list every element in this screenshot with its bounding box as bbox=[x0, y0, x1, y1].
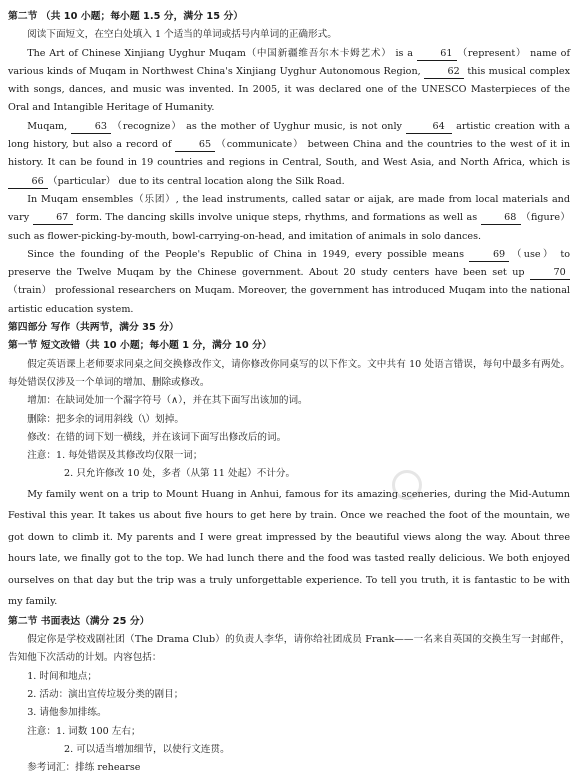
passage-text: （train） professional researchers on Muqam. Moreover, the government has introduced Muqam into the national artistic education system. bbox=[8, 285, 570, 315]
instruction-add: 增加：在缺词处加一个漏字符号（∧），并在其下面写出该加的词。 bbox=[27, 395, 308, 407]
passage-text: Muqam, bbox=[27, 120, 72, 132]
passage-text: （represent） name of various kinds of Muqam in Northwest China's Xinjiang Uyghur Autonomous Region, bbox=[8, 47, 570, 77]
blank-69[interactable]: 69 bbox=[469, 249, 509, 262]
passage-paragraph-1 bbox=[8, 45, 570, 118]
passage-text: （figure） such as flower-picking-by-mouth, bowl-carrying-on-head, and imitation of animals in solo dances. bbox=[8, 212, 570, 242]
error-correction-essay: My family went on a trip to Mount Huang in Anhui, famous for its amazing sceneries, during the Mid-Autumn Festival this year. It takes us about five hours to get here by train. Once we reached the foot of the mountain, we got down to climb it. My parents and I were great impressed by the beautiful views along the way. About three hours late, we finally got to the top. We had lunch there and the food was tasted really delicious. We both enjoyed ourselves on that day but the trip was a truly unforgettable experience. To tell you truth, it is fantastic to be with my family. bbox=[8, 488, 570, 608]
passage-paragraph-2 bbox=[8, 118, 570, 191]
writing2-note-2: 2. 可以适当增加细节，以使行文连贯。 bbox=[64, 743, 230, 755]
content-item-3: 3. 请他参加排练。 bbox=[27, 707, 107, 719]
blank-68[interactable]: 68 bbox=[481, 212, 521, 225]
writing2-note-1: 注意：1. 词数 100 左右； bbox=[27, 725, 141, 737]
part4-heading: 第四部分 写作（共两节，满分 35 分） bbox=[8, 322, 179, 334]
instruction-modify: 修改：在错的词下划一横线，并在该词下面写出修改后的词。 bbox=[27, 431, 287, 443]
blank-64[interactable]: 64 bbox=[406, 121, 452, 134]
writing2-heading: 第二节 书面表达（满分 25 分） bbox=[8, 615, 150, 627]
writing1-heading: 第一节 短文改错（共 10 小题；每小题 1 分，满分 10 分） bbox=[8, 340, 272, 352]
blank-65[interactable]: 65 bbox=[175, 139, 215, 152]
vocabulary-hint: 参考词汇：排练 rehearse bbox=[27, 762, 141, 774]
content-item-2: 2. 活动：演出宣传垃圾分类的剧目； bbox=[27, 688, 184, 700]
passage-text: form. The dancing skills involve unique steps, rhythms, and formations as well as bbox=[72, 212, 481, 224]
passage-text: The Art of Chinese Xinjiang Uyghur Muqam（中国新疆维吾尔木卡姆艺术） is a bbox=[27, 47, 417, 59]
writing1-note-2: 2. 只允许修改 10 处，多者（从第 11 处起）不计分。 bbox=[64, 468, 296, 480]
writing1-intro: 假定英语课上老师要求同桌之间交换修改作文，请你修改你同桌写的以下作文。文中共有 10 处语言错误，每句中最多有两处。每处错误仅涉及一个单词的增加、删除或修改。 bbox=[8, 358, 570, 388]
section2-instruction: 阅读下面短文，在空白处填入 1 个适当的单词或括号内单词的正确形式。 bbox=[27, 29, 337, 41]
passage-paragraph-3 bbox=[8, 191, 570, 246]
passage-text: Since the founding of the People's Republic of China in 1949, every possible means bbox=[27, 248, 470, 260]
passage-text: （use） to preserve the Twelve Muqam by the Chinese government. About 20 study centers have been set up bbox=[8, 248, 570, 279]
blank-61[interactable]: 61 bbox=[417, 48, 457, 61]
passage-text: （particular） due to its central location along the Silk Road. bbox=[48, 175, 345, 187]
passage-text: artistic creation with a long history, but also a record of bbox=[8, 120, 571, 151]
blank-62[interactable]: 62 bbox=[424, 66, 464, 79]
writing1-note-1: 注意：1. 每处错误及其修改均仅限一词； bbox=[27, 450, 203, 462]
passage-text: （communicate） between China and the countries to the west of it in history. It can be found in 19 countries and regions in Central, South, and West Asia, and North Africa, which is bbox=[8, 139, 570, 169]
instruction-delete: 删除：把多余的词用斜线（\）划掉。 bbox=[27, 413, 184, 425]
blank-70[interactable]: 70 bbox=[530, 267, 570, 280]
content-item-1: 1. 时间和地点； bbox=[27, 670, 97, 682]
blank-66[interactable]: 66 bbox=[8, 176, 48, 189]
passage-text: In Muqam ensembles（乐团）, the lead instruments, called satar or aijak, are made from local materials and vary bbox=[8, 193, 570, 224]
passage-paragraph-4 bbox=[8, 246, 570, 319]
blank-67[interactable]: 67 bbox=[33, 212, 73, 225]
blank-63[interactable]: 63 bbox=[71, 121, 111, 134]
section2-heading: 第二节 （共 10 小题；每小题 1.5 分，满分 15 分） bbox=[8, 11, 244, 22]
passage-text: （recognize） as the mother of Uyghur music, is not only bbox=[111, 120, 407, 132]
passage-text: this musical complex with songs, dances, and music was invented. In 2005, it was declared one of the UNESCO Masterpieces of the Oral and Intangible Heritage of Humanity. bbox=[8, 65, 570, 114]
writing2-intro: 假定你是学校戏剧社团（The Drama Club）的负责人李华，请你给社团成员 Frank——一名来自英国的交换生写一封邮件，告知他下次活动的计划。内容包括： bbox=[8, 634, 570, 664]
